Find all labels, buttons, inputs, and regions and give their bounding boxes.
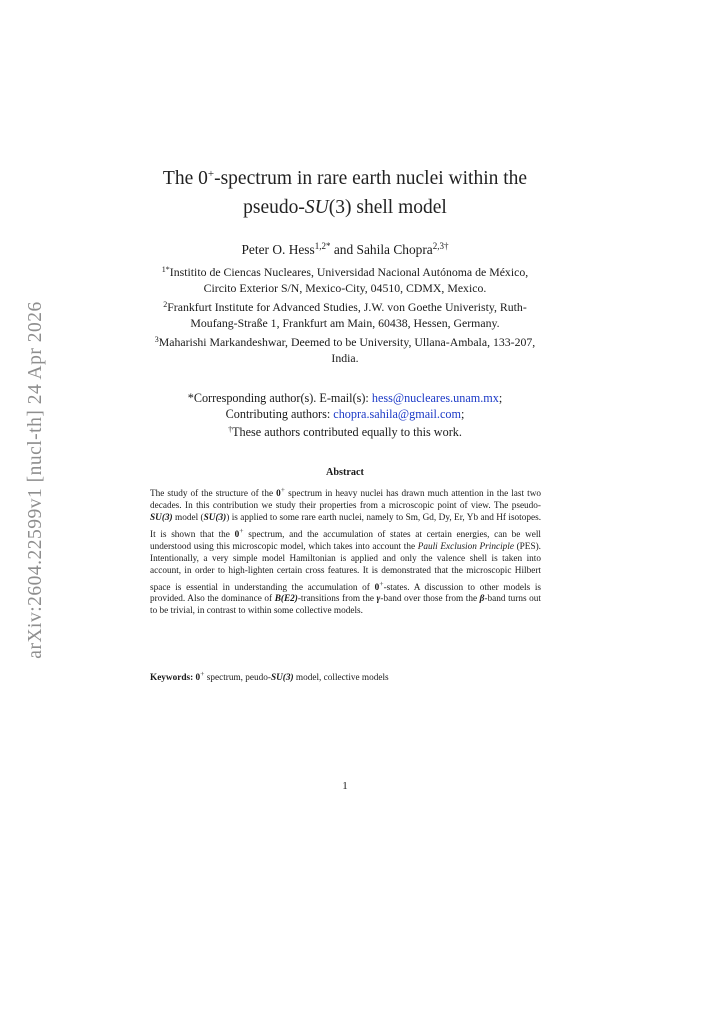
keywords-label: Keywords:	[150, 673, 194, 684]
author-affil-marker: 2,3†	[432, 241, 449, 251]
affiliations	[145, 262, 545, 366]
affiliation: $^2$Frankfurt Institute for Advanced Studies, J.W. von Goethe Univeristy, Ruth-Moufang-Straße 1, Frankfurt am Main, 60438, Hessen, Germany.	[163, 299, 527, 331]
abstract-heading: Abstract	[326, 467, 364, 478]
contributing-authors-line: Contributing authors: chopra.sahila@gmail.com;	[225, 407, 465, 422]
corresponding-author-line: *Corresponding author(s). E-mail(s): hess@nucleares.unam.mx;	[187, 391, 503, 405]
paper-title	[145, 160, 545, 222]
author-affil-marker: 1,2*	[314, 241, 331, 251]
affiliation: $^3$Maharishi Markandeshwar, Deemed to be University, Ullana-Ambala, 133-207, India.	[154, 334, 536, 366]
equal-contribution-note: †These authors contributed equally to this work.	[228, 425, 462, 440]
corresponding-email-link[interactable]: hess@nucleares.unam.mx	[371, 391, 499, 405]
title-line-2: pseudo-SU(3) shell model	[243, 197, 447, 218]
author-list: Peter O. Hess$^{1,2*}$ and Sahila Chopra$^{2,3\dagger}$	[241, 241, 449, 257]
page-number: 1	[342, 780, 348, 792]
affiliation: $^{1*}$Institito de Ciencas Nucleares, Universidad Nacional Autónoma de México, Circito Exterior S/N, Mexico-City, 04510, CDMX, Mexico.	[161, 265, 529, 296]
contributing-email-link[interactable]: chopra.sahila@gmail.com	[333, 407, 461, 422]
author-name: Sahila Chopra	[356, 242, 433, 257]
arxiv-identifier: arXiv:2604.22599v1 [nucl-th] 24 Apr 2026	[25, 301, 46, 659]
title-line-1: The 0+-spectrum in rare earth nuclei within the	[162, 168, 528, 189]
contact-info	[145, 390, 545, 441]
abstract-text: The study of the structure of the 0+ spectrum in heavy nuclei has drawn much attention in the last two decades. In this contribution we study their properties from a microscopic point of view. The pseudo-SU(3) model (SU(3)) is applied to some rare earth nuclei, namely to Sm, Gd, Dy, Er, Yb and Hf isotopes. It is shown that the 0+ spectrum, and the accumulation of states at certain energies, can be well understood using this microscopic model, which takes into account the Pauli Exclusion Principle (PES). Intentionally, a very simple model Hamiltonian is applied and only the valence shell is taken into account, in order to high-lighten certain cross features. It is demonstrated that the microscopic Hilbert space is essential in understanding the accumulation of 0+-states. A discussion to other models is provided. Also the dominance of B(E2)-transitions from the γ-band over those from the β-band turns out to be trivial, in contrast to within some collective models.	[150, 485, 542, 617]
keywords-line: Keywords: 0+ spectrum, peudo-SU(3) model, collective models	[150, 669, 389, 684]
author-name: Peter O. Hess	[241, 242, 315, 257]
